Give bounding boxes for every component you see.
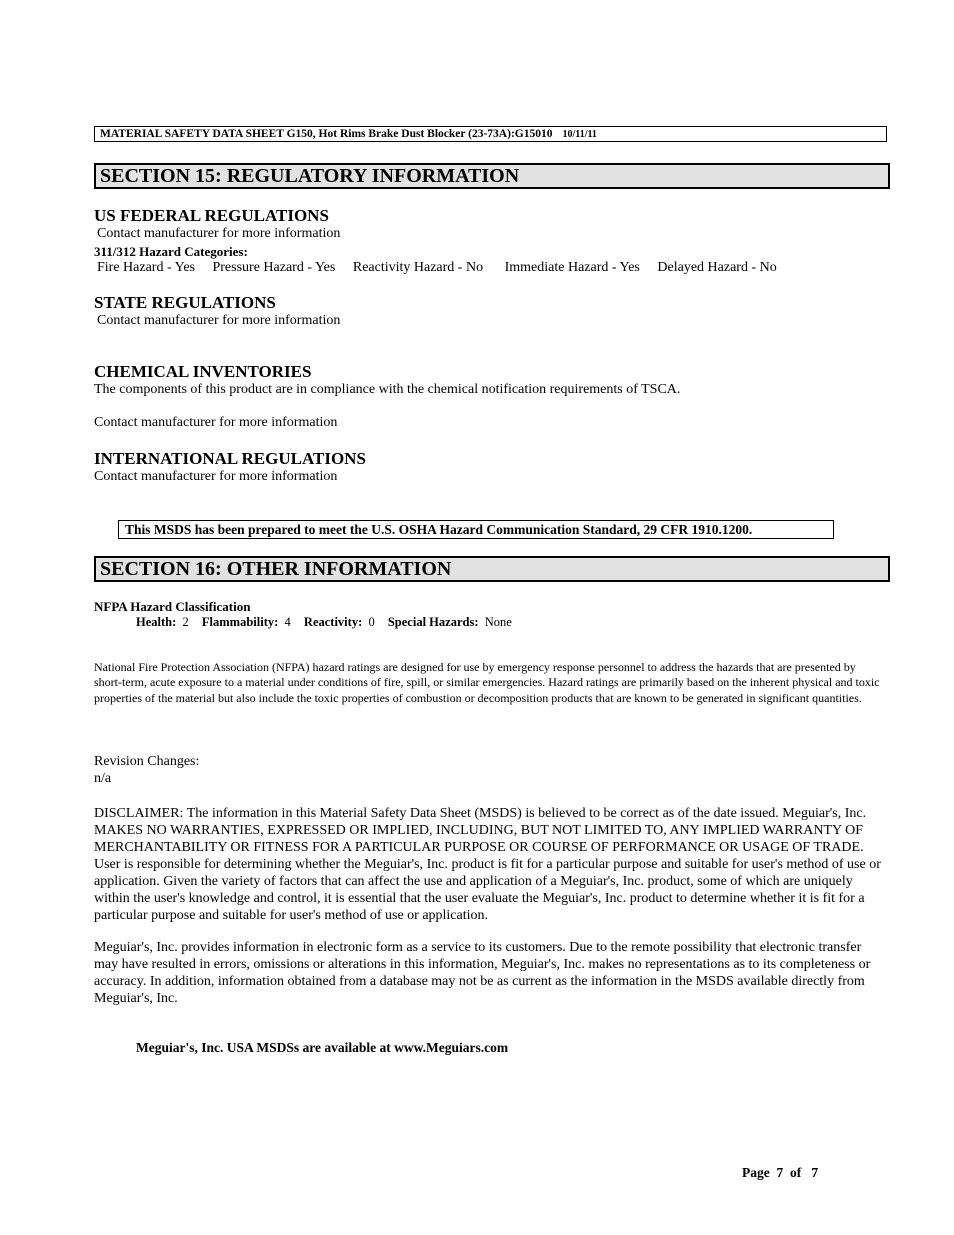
us-federal-contact: Contact manufacturer for more information [97, 226, 341, 241]
page-total: 7 [811, 1165, 819, 1180]
document-date: 10/11/11 [562, 129, 597, 140]
revision-changes-label: Revision Changes: [94, 754, 200, 769]
nfpa-reactivity-value: 0 [368, 615, 375, 629]
page-label: Page [742, 1165, 770, 1180]
fire-hazard: Fire Hazard - Yes [97, 260, 195, 275]
document-title: MATERIAL SAFETY DATA SHEET G150, Hot Rims Brake Dust Blocker (23-73A):G15010 [100, 128, 553, 140]
state-regulations-heading: STATE REGULATIONS [94, 293, 276, 312]
nfpa-flammability-value: 4 [284, 615, 291, 629]
state-regulations-contact: Contact manufacturer for more information [97, 313, 341, 328]
nfpa-reactivity-label: Reactivity: [303, 615, 363, 629]
nfpa-flammability-label: Flammability: [201, 615, 279, 629]
international-regulations-contact: Contact manufacturer for more information [94, 469, 338, 484]
nfpa-special-value: None [484, 615, 512, 629]
hazard-categories-list [97, 260, 791, 276]
reactivity-hazard: Reactivity Hazard - No [352, 260, 484, 275]
page-number: 7 [776, 1165, 784, 1180]
chemical-inventories-heading: CHEMICAL INVENTORIES [94, 362, 312, 381]
section-16-title: SECTION 16: OTHER INFORMATION [94, 556, 890, 582]
section-15-title: SECTION 15: REGULATORY INFORMATION [94, 163, 890, 189]
immediate-hazard: Immediate Hazard - Yes [504, 260, 640, 275]
delayed-hazard: Delayed Hazard - No [657, 260, 777, 275]
nfpa-special-label: Special Hazards: [387, 615, 479, 629]
international-regulations-heading: INTERNATIONAL REGULATIONS [94, 449, 366, 468]
hazard-categories-label: 311/312 Hazard Categories: [94, 244, 248, 259]
nfpa-health-label: Health: [136, 615, 177, 629]
document-header [94, 126, 887, 142]
page-footer [742, 1165, 818, 1181]
chemical-inventories-text: The components of this product are in compliance with the chemical notification requirements of TSCA. [94, 382, 681, 397]
osha-compliance-note: This MSDS has been prepared to meet the U.S. OSHA Hazard Communication Standard, 29 CFR 1910.1200. [118, 520, 834, 539]
disclaimer-text: DISCLAIMER: The information in this Material Safety Data Sheet (MSDS) is believed to be correct as of the date issued. Meguiar's, Inc. MAKES NO WARRANTIES, EXPRESSED OR IMPLIED, INCLUDING, BUT NOT LIMITED TO, ANY IMPLIED WARRANTY OF MERCHANTABILITY OR FITNESS FOR A PARTICULAR PURPOSE OR COURSE OF PERFORMANCE OR USAGE OF TRADE. User is responsible for determining whether the Meguiar's, Inc. product is fit for a particular purpose and suitable for user's method of use or application. Given the variety of factors that can affect the use and application of a Meguiar's, Inc. product, some of which are uniquely within the user's knowledge and control, it is essential that the user evaluate the Meguiar's, Inc. product to determine whether it is fit for a particular purpose and suitable for user's method of use or application. [94, 806, 881, 923]
nfpa-health-value: 2 [182, 615, 189, 629]
us-federal-heading: US FEDERAL REGULATIONS [94, 206, 329, 225]
chemical-inventories-contact: Contact manufacturer for more information [94, 415, 338, 430]
page-of-label: of [790, 1165, 802, 1180]
nfpa-heading: NFPA Hazard Classification [94, 599, 251, 614]
electronic-notice-text: Meguiar's, Inc. provides information in electronic form as a service to its customers. Due to the remote possibility that electronic transfer may have resulted in errors, omissions or alterations in this information, Meguiar's, Inc. makes no representations as to its completeness or accuracy. In addition, information obtained from a database may not be as current as the information in the MSDS available directly from Meguiar's, Inc. [94, 940, 871, 1006]
msds-availability-note: Meguiar's, Inc. USA MSDSs are available at www.Meguiars.com [136, 1040, 509, 1055]
nfpa-description: National Fire Protection Association (NFPA) hazard ratings are designed for use by emergency response personnel to address the hazards that are presented by short-term, acute exposure to a material under conditions of fire, spill, or similar emergencies. Hazard ratings are primarily based on the inherent physical and toxic properties of the material but also include the toxic properties of combustion or decomposition products that are known to be generated in significant quantities. [94, 660, 880, 705]
pressure-hazard: Pressure Hazard - Yes [212, 260, 336, 275]
nfpa-ratings [136, 615, 522, 630]
revision-changes-value: n/a [94, 771, 112, 786]
